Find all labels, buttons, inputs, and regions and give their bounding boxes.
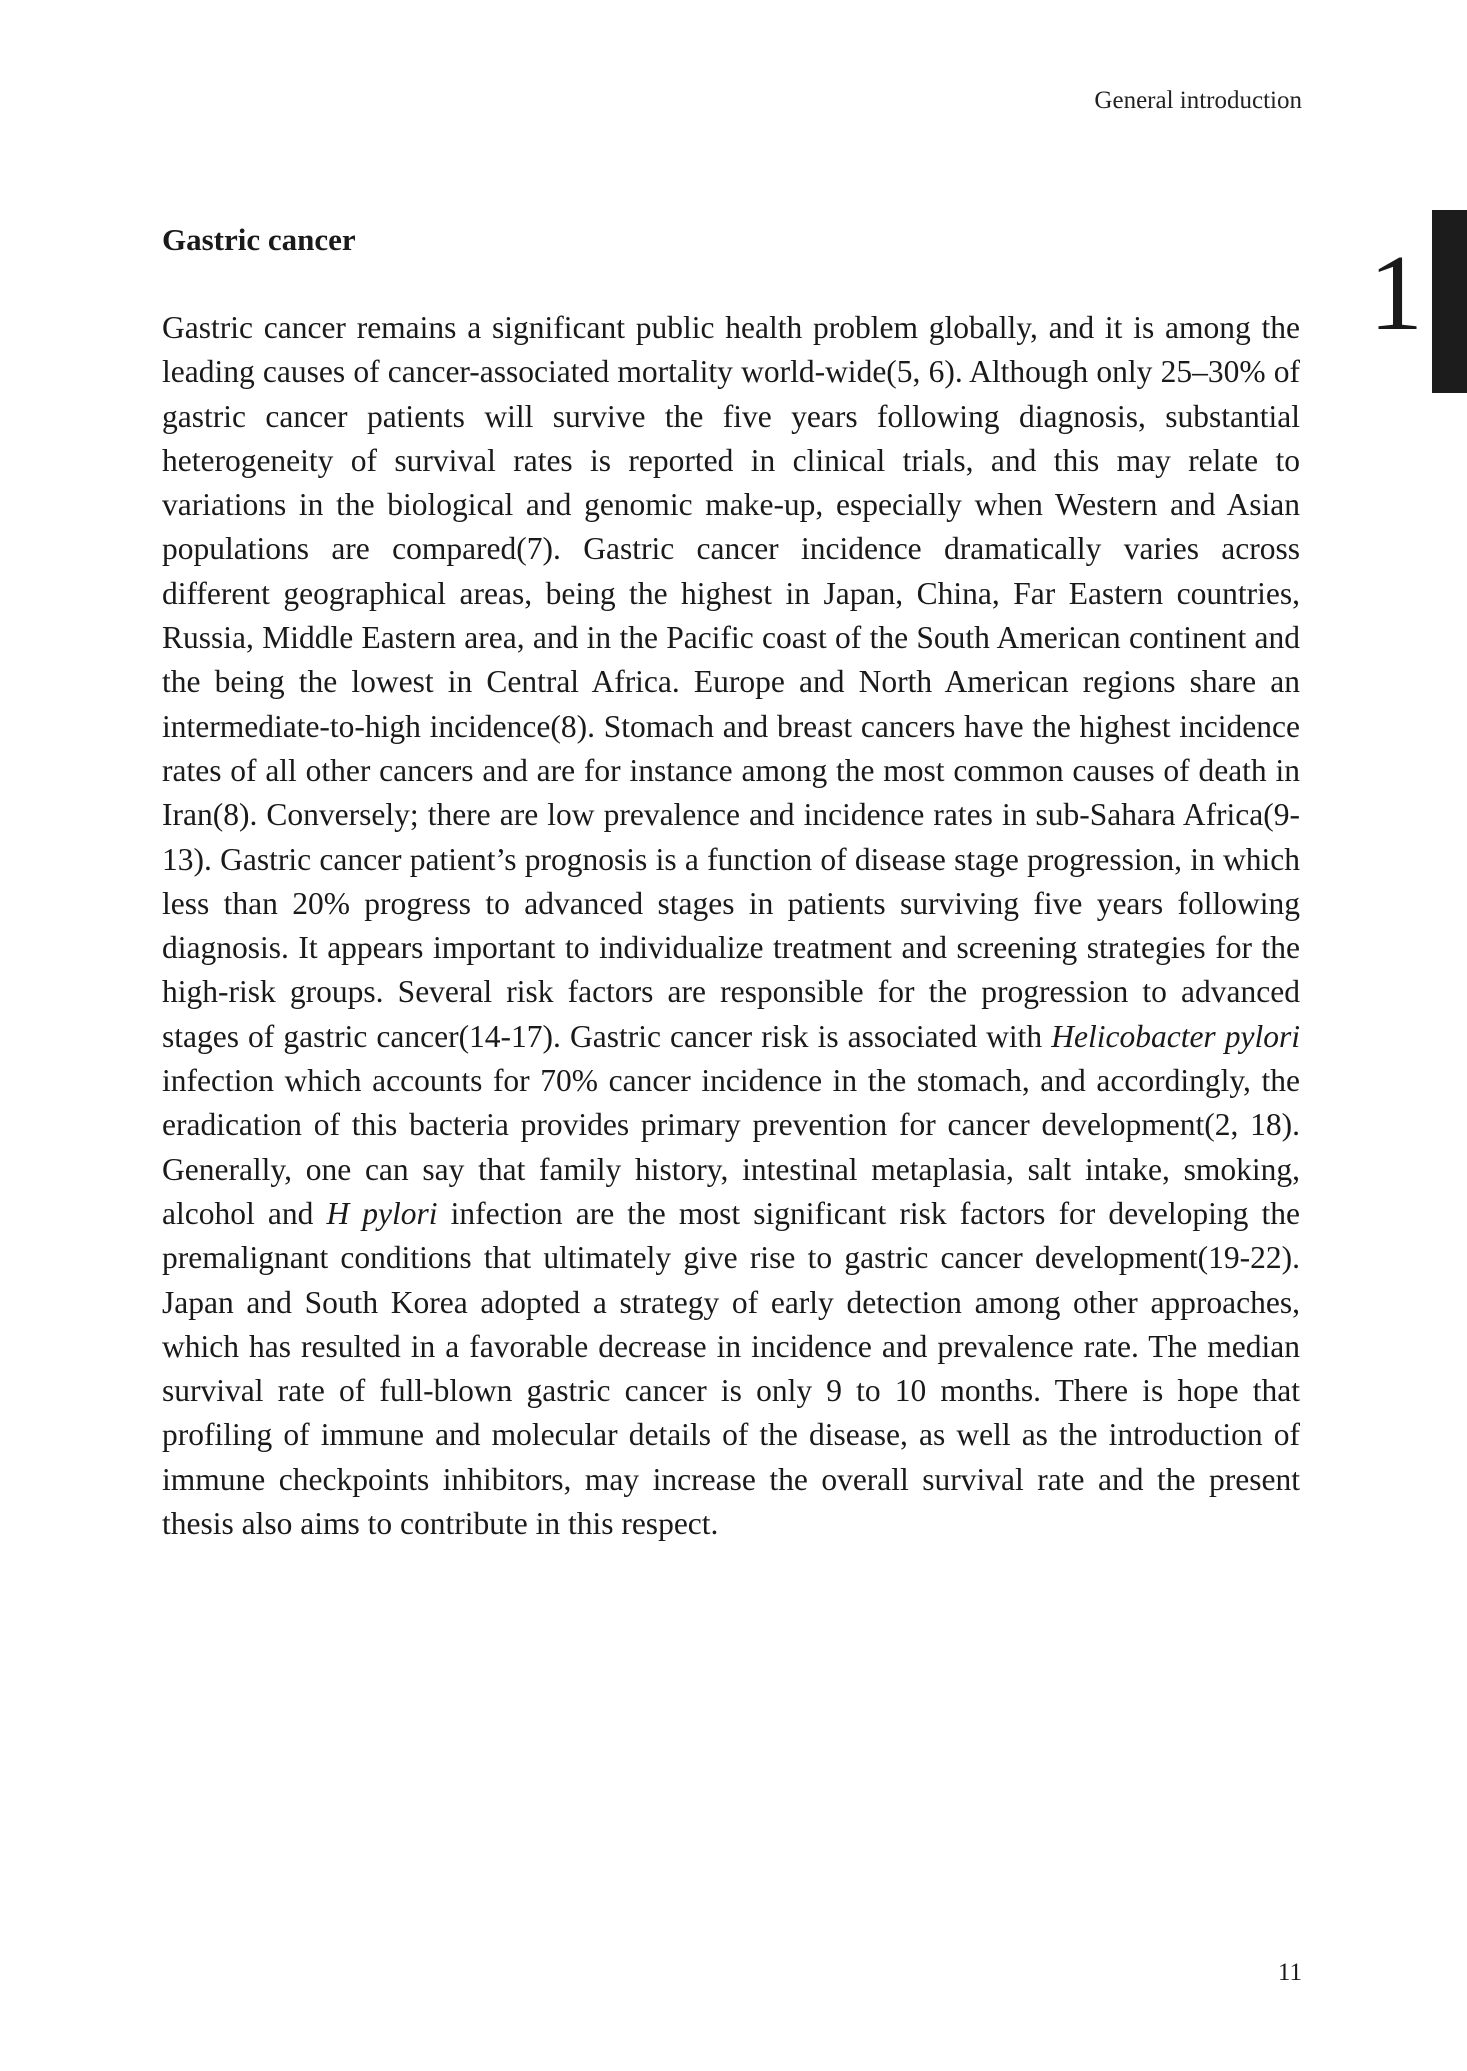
- page-number: 11: [1277, 1959, 1302, 1986]
- running-header: General introduction: [1094, 87, 1302, 114]
- body-text-segment: infection are the most significant risk factors for developing the premalignant conditions that ultimately give rise to gastric cancer development(19-22). Japan and South Korea adopted a strategy of early detection among other approaches, which has resulted in a favorable decrease in incidence and prevalence rate. The median survival rate of full-blown gastric cancer is only 9 to 10 months. There is hope that profiling of immune and molecular details of the disease, as well as the introduction of immune checkpoints inhibitors, may increase the overall survival rate and the present thesis also aims to contribute in this respect.: [162, 1195, 1300, 1542]
- body-text-segment: infection which accounts for 70% cancer incidence in the stomach, and accordingly, the eradication of this bacteria provides primary prevention for cancer development(2, 18). Generally, one can say that family history, intestinal metaplasia, salt intake, smoking, alcohol and: [162, 1063, 1300, 1231]
- body-text-segment: Gastric cancer remains a significant public health problem globally, and it is among the leading causes of cancer-associated mortality world-wide(5, 6). Although only 25–30% of gastric cancer patients will survive the five years following diagnosis, substantial heterogeneity of survival rates is reported in clinical trials, and this may relate to variations in the biological and genomic make-up, especially when Western and Asian populations are compared(7). Gastric cancer incidence dramatically varies across different geographical areas, being the highest in Japan, China, Far Eastern countries, Russia, Middle Eastern area, and in the Pacific coast of the South American continent and the being the lowest in Central Africa. Europe and North American regions share an intermediate-to-high incidence(8). Stomach and breast cancers have the highest incidence rates of all other cancers and are for instance among the most common causes of death in Iran(8). Conversely; there are low prevalence and incidence rates in sub-Sahara Africa(9-13). Gastric cancer patient’s prognosis is a function of disease stage progression, in which less than 20% progress to advanced stages in patients surviving five years following diagnosis. It appears important to individualize treatment and screening strategies for the high-risk groups. Several risk factors are responsible for the progression to advanced stages of gastric cancer(14-17). Gastric cancer risk is associated with: [162, 310, 1300, 1054]
- chapter-number: 1: [1369, 234, 1423, 353]
- chapter-tab-marker: [1432, 210, 1467, 393]
- body-text-italic-abbrev: H pylori: [326, 1195, 438, 1231]
- body-paragraph: [162, 306, 1300, 1546]
- body-text-italic-species: Helicobacter pylori: [1051, 1018, 1301, 1054]
- section-title: Gastric cancer: [162, 222, 356, 257]
